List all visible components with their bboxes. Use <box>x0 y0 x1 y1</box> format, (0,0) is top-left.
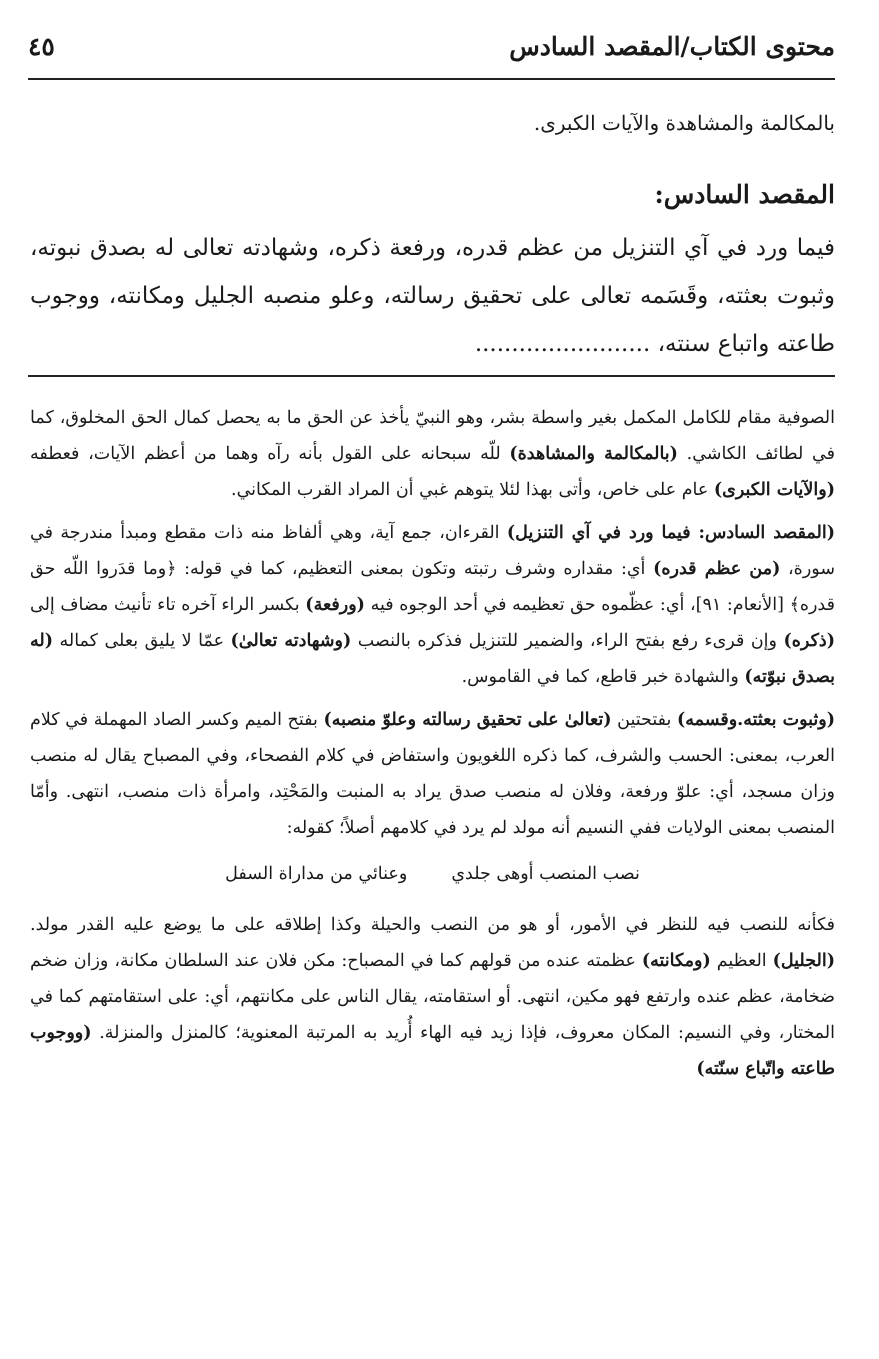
bold-quote: (بالمكالمة والمشاهدة) <box>509 444 678 465</box>
text-run: العظيم <box>710 950 773 971</box>
text-run: أي: مقداره وشرف رتبته وتكون بمعنى التعظيم، كما في قوله: ﴿وما قدَروا اللّه حق قدره﴾ [الأنعام: ٩١]، أي: عظّموه حق تعظيمه في أحد الوجوه فيه <box>30 558 835 616</box>
bold-quote: (له بصدق نبوّته) <box>30 631 835 688</box>
commentary-paragraph-3 <box>30 702 835 847</box>
section-heading: المقصد السادس: <box>654 180 835 209</box>
text-run: والشهادة خبر قاطع، كما في القاموس. <box>461 667 745 688</box>
bold-quote: (والآيات الكبرى) <box>713 480 835 501</box>
intro-line: بالمكالمة والمشاهدة والآيات الكبرى. <box>533 111 835 135</box>
text-run: بفتح الميم وكسر الصاد المهملة في كلام العرب، بمعنى: الحسب والشرف، كما ذكره اللغويون واستفاض في كلام الفصحاء، وفي المصباح يقال له منصب وزان مسجد، أي: علوّ ورفعة، وفلان له منصب صدق يراد به المنبت والمَحْتِد، وامرأة ذات منصب، انتهى. وأمّا المنصب بمعنى الولايات ففي النسيم أنه مولد لم يرد في كلامهم أصلاً؛ كقوله: <box>30 709 835 839</box>
text-run: بفتحتين <box>611 709 677 730</box>
page-number: ٤٥ <box>28 32 55 61</box>
commentary-paragraph-4 <box>30 907 835 1088</box>
text-run: عظمته عنده من قولهم كما في المصباح: مكن فلان عند السلطان مكانة، وزان ضخم ضخامة، عظم عنده وارتفع فهو مكين، انتهى. أو استقامته، يقال الناس على مكانتهم، أي: على استقامتهم كما في المختار، وفي النسيم: المكان معروف، فإذا زيد فيه الهاء أُريد به المرتبة المعنوية؛ كالمنزل والمنزلة. <box>30 950 835 1044</box>
header-rule <box>28 78 835 80</box>
commentary-paragraph-2 <box>30 515 835 696</box>
bold-quote: (ووجوب طاعته واتّباع سنّته) <box>30 1023 835 1080</box>
poetry-verse <box>30 856 835 892</box>
commentary-paragraph-1 <box>30 400 835 509</box>
text-run: فكأنه للنصب فيه للنظر في الأمور، أو هو من النصب والحيلة وكذا إطلاقه على ما يوضع عليه القدر مولد. <box>30 914 835 935</box>
bold-quote: (وشهادته تعالىٰ) <box>230 631 352 652</box>
text-run: وإن قرىء رفع بفتح الراء، والضمير للتنزيل فذكره بالنصب <box>351 631 784 652</box>
matn-paragraph: فيما ورد في آي التنزيل من عظم قدره، ورفعة ذكره، وشهادته تعالى له بصدق نبوته، وثبوت بعثته، وقَسَمه تعالى على تحقيق رسالته، وعلو منصبه الجليل ومكانته، ووجوب طاعته واتباع سنته، ........................ <box>30 235 835 357</box>
commentary-block <box>30 400 835 1094</box>
verse-hemistich-2: وعنائي من مداراة السفل <box>225 864 408 885</box>
text-run: عمّا لا يليق بعلى كماله <box>53 631 231 652</box>
bold-quote: (المقصد السادس: فيما ورد في آي التنزيل) <box>506 522 836 543</box>
bold-quote: (وثبوت بعثته.وقسمه) <box>676 709 836 730</box>
text-run: الصوفية مقام للكامل المكمل بغير واسطة بشر، وهو النبيّ يأخذ عن الحق ما به يحصل كمال الحق المخلوق، كما في لطائف الكاشي. <box>30 408 836 465</box>
bold-quote: (ورفعة) <box>305 595 365 616</box>
running-title: محتوى الكتاب/المقصد السادس <box>509 32 835 61</box>
text-run: بكسر الراء آخره تاء تأنيث مضاف إلى <box>30 595 306 616</box>
text-run: عام على خاص، وأتى بهذا لئلا يتوهم غبي أن المراد القرب المكاني. <box>231 480 714 501</box>
text-divider <box>28 375 835 377</box>
bold-quote: (ذكره) <box>783 631 835 652</box>
bold-quote: (من عظم قدره) <box>653 558 781 579</box>
verse-hemistich-1: نصب المنصب أوهى جلدي <box>451 864 640 885</box>
text-run: للّه سبحانه على القول بأنه رآه وهما من أعظم الآيات، فعطفه <box>30 444 510 465</box>
bold-quote: (تعالىٰ على تحقيق رسالته وعلوّ منصبه) <box>323 709 612 730</box>
page-header <box>28 28 835 74</box>
bold-quote: (ومكانته) <box>641 950 711 971</box>
text-run: القرءان، جمع آية، وهي ألفاظ منه ذات مقطع ومبدأ مندرجة في سورة، <box>30 522 835 579</box>
bold-quote: (الجليل) <box>772 950 835 971</box>
main-text-block <box>30 100 835 368</box>
